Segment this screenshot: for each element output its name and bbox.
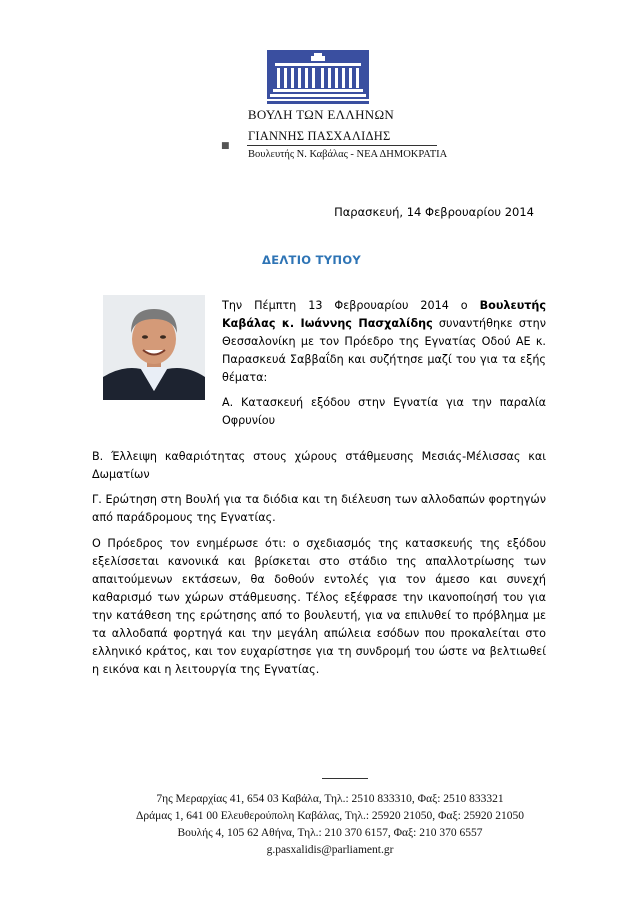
- letterhead-divider: [247, 145, 437, 146]
- portrait-photo: [103, 295, 205, 400]
- footer-contacts: [100, 791, 560, 859]
- footer-email: g.pasxalidis@parliament.gr: [266, 844, 394, 856]
- topic-b: Β. Έλλειψη καθαριότητας στους χώρους στάθμευσης Μεσιάς-Μέλισσας και Δωματίων: [92, 450, 546, 481]
- document-date: Παρασκευή, 14 Φεβρουαρίου 2014: [334, 205, 534, 219]
- footer-address-athens: Βουλής 4, 105 62 Αθήνα, Τηλ.: 210 370 6157, Φαξ: 210 370 6557: [177, 827, 483, 839]
- parliament-building-icon: [267, 50, 369, 104]
- footer-address-eleftheroupoli: Δράμας 1, 641 00 Ελευθερούπολη Καβάλας, Τηλ.: 25920 21050, Φαξ: 25920 21050: [135, 810, 525, 822]
- footer-divider: [322, 778, 368, 779]
- intro-paragraph: Την Πέμπτη 13 Φεβρουαρίου 2014 ο Βουλευτής Καβάλας κ. Ιωάννης Πασχαλίδης συναντήθηκε στην Θεσσαλονίκη με τον Πρόεδρο της Εγνατίας Οδού ΑΕ κ. Παρασκευά Σαββαΐδη και συζήτησε μαζί του για τα εξής θέματα:: [222, 299, 546, 384]
- response-paragraph: Ο Πρόεδρος τον ενημέρωσε ότι: ο σχεδιασμός της κατασκευής της εξόδου εξελίσσεται κανονικά και βρίσκεται στο στάδιο της απαλλοτρίωσης των απαιτούμενων εκτάσεων, θα δοθούν εντολές για τον άμεσο και συνεχή καθαρισμό των χώρων στάθμευσης. Τέλος εξέφρασε την ικανοποίησή του για την κατάθεση της ερώτησης από το βουλευτή, για να επιλυθεί το πρόβλημα με τα αλλοδαπά φορτηγά και την μεγάλη απώλεια εσόδων που προκαλείται στο ελληνικό κράτος, και τον ευχαρίστησε για τη συνδρομή του ώστε να βελτιωθεί η εικόνα και η λειτουργία της Εγνατίας.: [92, 537, 546, 676]
- topic-c: Γ. Ερώτηση στη Βουλή για τα διόδια και τη διέλευση των αλλοδαπών φορτηγών από παράδρομους της Εγνατίας.: [92, 493, 546, 524]
- footer-address-kavala: 7ης Μεραρχίας 41, 654 03 Καβάλα, Τηλ.: 2510 833310, Φαξ: 2510 833321: [156, 793, 504, 805]
- decorative-mark: ■: [221, 141, 230, 151]
- mp-subtitle: Βουλευτής Ν. Καβάλας - ΝΕΑ ΔΗΜΟΚΡΑΤΙΑ: [248, 149, 448, 160]
- document-title: ΔΕΛΤΙΟ ΤΥΠΟΥ: [262, 253, 362, 267]
- mp-bold-name: Βουλευτής Καβάλας κ. Ιωάννης Πασχαλίδης: [222, 299, 546, 330]
- topic-a: Α. Κατασκευή εξόδου στην Εγνατία για την παραλία Οφρυνίου: [222, 396, 546, 427]
- mp-name: ΓΙΑΝΝΗΣ ΠΑΣΧΑΛΙΔΗΣ: [248, 129, 391, 143]
- organization-name: ΒΟΥΛΗ ΤΩΝ ΕΛΛΗΝΩΝ: [247, 107, 395, 122]
